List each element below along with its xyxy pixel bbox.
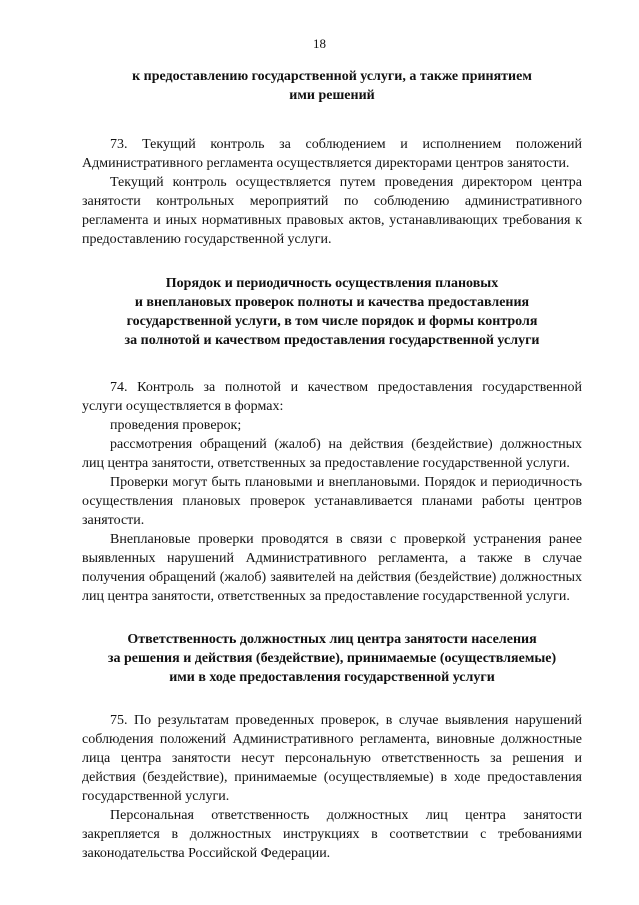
paragraph-75-2: Персональная ответственность должностных лиц центра занятости закрепляется в должностных инструкциях в соответствии с требованиями законодательства Российской Федерации. <box>82 808 582 861</box>
paragraph-75-1: 75. По результатам проведенных проверок, в случае выявления нарушений соблюдения положений Административного регламента, виновные должностные лица центра занятости несут персональную ответственность за решения и действия (бездействие), принимаемые (осуществляемые) в ходе предоставления государственной услуги. <box>82 713 582 804</box>
paragraph-74-5: Внеплановые проверки проводятся в связи с проверкой устранения ранее выявленных нарушений Административного регламента, а также в случае получения обращений (жалоб) заявителей на действия (бездействие) должностных лиц центра занятости, ответственных за предоставление государственной услуги. <box>82 532 582 604</box>
page-content <box>82 67 582 863</box>
paragraph-74-3: рассмотрения обращений (жалоб) на действия (бездействие) должностных лиц центра занятости, ответственных за предоставление государственной услуги. <box>82 437 582 471</box>
section-heading-inspections: Порядок и периодичность осуществления плановых и внеплановых проверок полноты и качества предоставления государственной услуги, в том числе порядок и формы контроля за полнотой и качеством предоставления государственной услуги <box>124 276 540 348</box>
paragraph-74-4: Проверки могут быть плановыми и внеплановыми. Порядок и периодичность осуществления плановых проверок устанавливается планами работы центров занятости. <box>82 475 582 528</box>
page-number: 18 <box>313 36 326 51</box>
section-heading-continued: к предоставлению государственной услуги, а также принятием ими решений <box>132 69 532 103</box>
paragraph-74-1: 74. Контроль за полнотой и качеством предоставления государственной услуги осуществляется в формах: <box>82 380 582 414</box>
section-heading-responsibility: Ответственность должностных лиц центра занятости населения за решения и действия (бездействие), принимаемые (осуществляемые) ими в ходе предоставления государственной услуги <box>107 632 557 685</box>
paragraph-73-2: Текущий контроль осуществляется путем проведения директором центра занятости контрольных мероприятий по соблюдению административного регламента и иных нормативных правовых актов, устанавливающих требования к предоставлению государственной услуги. <box>82 175 582 247</box>
paragraph-74-2: проведения проверок; <box>110 418 242 433</box>
paragraph-73-1: 73. Текущий контроль за соблюдением и исполнением положений Административного регламента осуществляется директорами центров занятости. <box>82 137 582 171</box>
